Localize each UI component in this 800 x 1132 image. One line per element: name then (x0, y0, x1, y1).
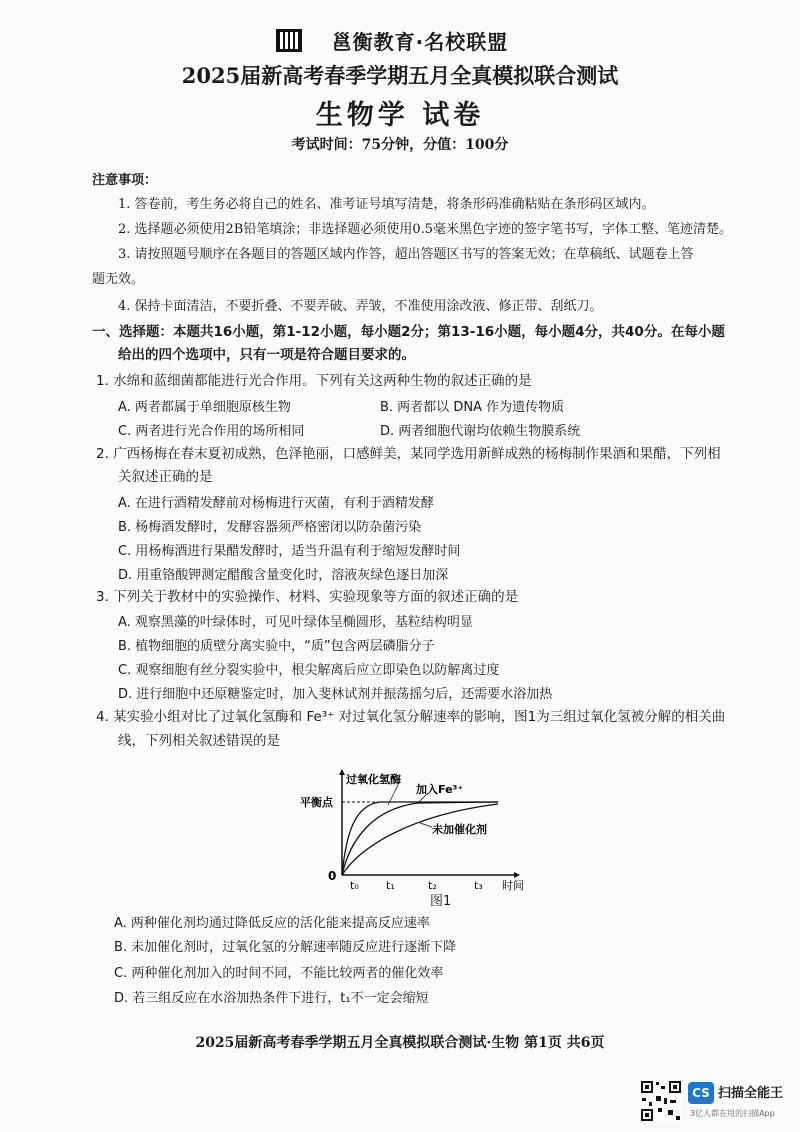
q2-stem-line1: 2. 广西杨梅在春末夏初成熟，色泽艳丽，口感鲜美，某同学选用新鲜成熟的杨梅制作果酒和果醋，下列相 (96, 446, 721, 462)
label-no-catalyst: 未加催化剂 (432, 823, 487, 836)
notice-item-1: 1. 答卷前，考生务必将自己的姓名、准考证号填写清楚，将条形码准确粘贴在条形码区域内。 (118, 197, 655, 212)
tick-t2: t₂ (428, 879, 437, 892)
q1-option-c: C. 两者进行光合作用的场所相同 (118, 424, 305, 439)
q4-option-c: C. 两种催化剂加入的时间不同，不能比较两者的催化效率 (114, 966, 444, 981)
q1-option-a: A. 两者都属于单细胞原核生物 (118, 400, 291, 415)
q2-stem-line2: 关叙述正确的是 (118, 469, 213, 485)
section1-line1: 一、选择题：本题共16小题，第1-12小题，每小题2分；第13-16小题，每小题4分，共40分。在每小题 (92, 324, 725, 340)
qr-code-icon (640, 1080, 682, 1122)
q1-option-d: D. 两者细胞代谢均依赖生物膜系统 (380, 424, 581, 439)
q3-option-a: A. 观察黑藻的叶绿体时，可见叶绿体呈椭圆形，基粒结构明显 (118, 615, 473, 630)
figure-1-graph (300, 765, 540, 892)
q4-stem-line2: 线，下列相关叙述错误的是 (118, 733, 280, 749)
q4-stem-line1: 4. 某实验小组对比了过氧化氢酶和 Fe³⁺ 对过氧化氢分解速率的影响，图1为三组过氧化氢被分解的相关曲 (96, 709, 726, 725)
scanner-tagline: 3亿人都在用的扫描App (690, 1109, 775, 1118)
brand-name: 邕衡教育·名校联盟 (331, 30, 509, 54)
q3-option-c: C. 观察细胞有丝分裂实验中，根尖解离后应立即染色以防解离过度 (118, 663, 500, 678)
enzyme-curve (342, 802, 498, 875)
q3-stem: 3. 下列关于教材中的实验操作、材料、实验现象等方面的叙述正确的是 (96, 589, 519, 605)
notice-item-3: 3. 请按照题号顺序在各题目的答题区域内作答，超出答题区书写的答案无效；在草稿纸、试题卷上答 (118, 247, 694, 262)
figure-1-caption: 图1 (430, 894, 452, 909)
label-enzyme: 过氧化氢酶 (346, 773, 401, 786)
fe-curve (342, 802, 498, 875)
scanner-app-name: 扫描全能王 (718, 1086, 784, 1101)
notice-item-3-cont: 题无效。 (92, 272, 145, 287)
page-footer: 2025届新高考春季学期五月全真模拟联合测试·生物 第1页 共6页 (195, 1035, 605, 1051)
exam-title: 2025届新高考春季学期五月全真模拟联合测试 (181, 63, 619, 88)
q2-option-b: B. 杨梅酒发酵时，发酵容器须严格密闭以防杂菌污染 (118, 520, 422, 535)
q1-option-b: B. 两者都以 DNA 作为遗传物质 (380, 400, 565, 415)
q1-stem: 1. 水绵和蓝细菌都能进行光合作用。下列有关这两种生物的叙述正确的是 (96, 373, 532, 389)
q2-option-d: D. 用重铬酸钾测定醋酸含量变化时，溶液灰绿色逐日加深 (118, 568, 449, 583)
none-pointer (420, 823, 432, 827)
x-axis-label: 时间 (502, 879, 524, 892)
tick-t1: t₁ (386, 879, 395, 892)
q3-option-d: D. 进行细胞中还原糖鉴定时，加入斐林试剂并振荡摇匀后，还需要水浴加热 (118, 687, 553, 702)
notice-title: 注意事项： (92, 173, 158, 188)
q2-option-a: A. 在进行酒精发酵前对杨梅进行灭菌，有利于酒精发酵 (118, 496, 434, 511)
q2-option-c: C. 用杨梅酒进行果醋发酵时，适当升温有利于缩短发酵时间 (118, 544, 461, 559)
q3-option-b: B. 植物细胞的质壁分离实验中，“质”包含两层磷脂分子 (118, 639, 435, 654)
section1-line2: 给出的四个选项中，只有一项是符合题目要求的。 (118, 347, 415, 363)
label-fe: 加入Fe³⁺ (416, 783, 464, 796)
exam-info: 考试时间：75分钟，分值：100分 (291, 137, 509, 153)
tick-t3: t₃ (474, 879, 483, 892)
camscanner-logo: CS (688, 1082, 714, 1104)
subject-title: 生物学 试卷 (315, 100, 485, 131)
no-catalyst-curve (342, 804, 498, 875)
tick-t0: t₀ (350, 879, 359, 892)
notice-item-4: 4. 保持卡面清洁，不要折叠、不要弄破、弄皱，不准使用涂改液、修正带、刮纸刀。 (118, 299, 603, 314)
label-balance-point: 平衡点 (300, 796, 333, 809)
q4-option-b: B. 未加催化剂时，过氧化氢的分解速率随反应进行逐渐下降 (114, 940, 457, 955)
q4-option-a: A. 两种催化剂均通过降低反应的活化能来提高反应速率 (114, 916, 430, 931)
label-origin: 0 (328, 869, 337, 883)
q4-option-d: D. 若三组反应在水浴加热条件下进行，t₁不一定会缩短 (114, 991, 429, 1006)
notice-item-2: 2. 选择题必须使用2B铅笔填涂；非选择题必须使用0.5毫米黑色字迹的签字笔书写，字体工整、笔迹清楚。 (118, 222, 733, 237)
